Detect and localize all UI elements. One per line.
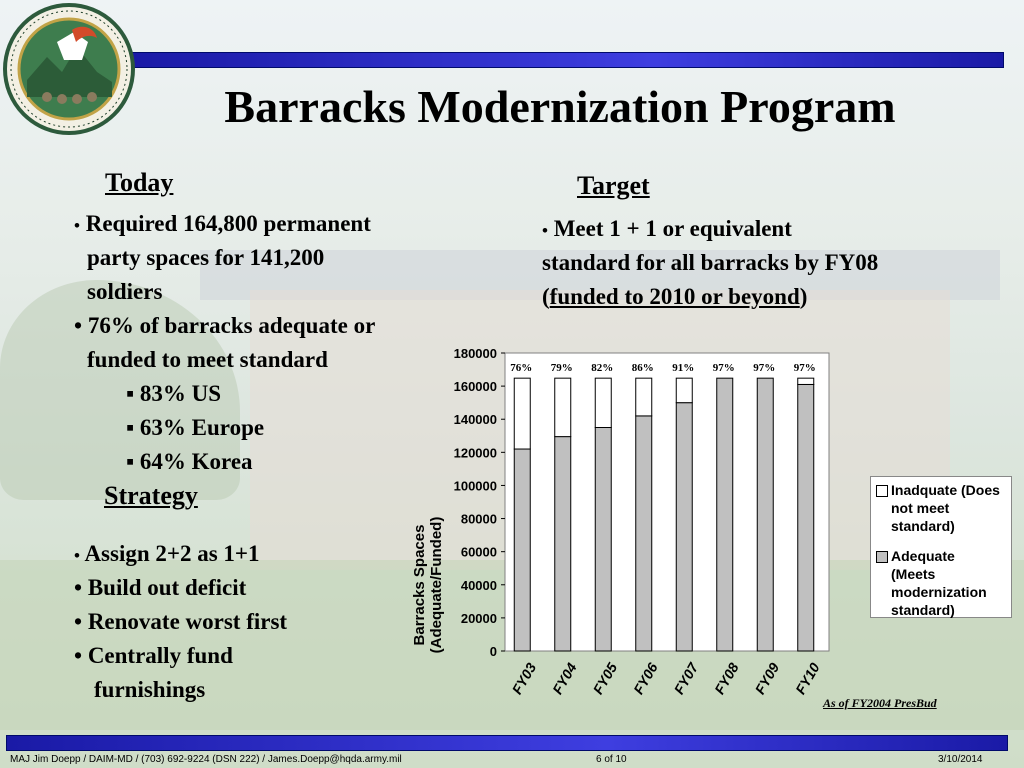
y-tick-label: 60000 bbox=[460, 544, 497, 560]
bottom-bar bbox=[6, 735, 1008, 751]
plot-frame bbox=[505, 353, 829, 651]
today-sub-bullet-korea: ▪ 64% Korea bbox=[126, 449, 253, 474]
barracks-chart bbox=[405, 340, 855, 725]
x-tick-label: FY06 bbox=[630, 660, 661, 697]
legend-label-adequate: Adequate (Meets modernization standard) bbox=[891, 548, 987, 618]
data-label: 79% bbox=[550, 362, 573, 374]
legend-item-inadequate bbox=[876, 481, 1009, 535]
legend-item-adequate bbox=[876, 547, 991, 619]
y-axis-title bbox=[411, 517, 445, 654]
footer-contact: MAJ Jim Doepp / DAIM-MD / (703) 692-9224 (DSN 222) / James.Doepp@hqda.army.mil bbox=[10, 754, 402, 765]
bar-adequate bbox=[636, 416, 652, 651]
barracks-chart-svg bbox=[405, 340, 855, 725]
footer-date: 3/10/2014 bbox=[938, 754, 983, 765]
bullet: • bbox=[542, 221, 548, 240]
x-tick-label: FY03 bbox=[508, 660, 540, 697]
bar-adequate bbox=[798, 384, 814, 651]
bar-inadequate bbox=[514, 378, 530, 449]
y-tick-label: 160000 bbox=[453, 379, 497, 395]
today-bullet-1-text: Required 164,800 permanent bbox=[85, 211, 371, 236]
strategy-item-2: • Build out deficit bbox=[74, 575, 247, 600]
square-bullet: ▪ bbox=[126, 415, 135, 440]
bar-adequate bbox=[595, 428, 611, 652]
today-sub-bullet-us: ▪ 83% US bbox=[126, 381, 222, 406]
y-tick-label: 120000 bbox=[453, 445, 497, 461]
bar-inadequate bbox=[636, 378, 652, 416]
y-tick-label: 180000 bbox=[453, 346, 497, 361]
bar-adequate bbox=[757, 378, 773, 651]
bullet: • bbox=[74, 643, 83, 668]
today-bullet-2-line-2: funded to meet standard bbox=[87, 347, 328, 372]
data-label: 86% bbox=[631, 362, 654, 374]
bar-inadequate bbox=[595, 378, 611, 427]
bar-inadequate bbox=[555, 378, 571, 436]
y-tick-label: 20000 bbox=[460, 610, 497, 626]
bullet: • bbox=[74, 575, 83, 600]
data-label: 97% bbox=[712, 362, 735, 374]
today-heading: Today bbox=[105, 168, 174, 197]
today-bullet-1-line-2: party spaces for 141,200 bbox=[87, 245, 325, 270]
x-tick-label: FY04 bbox=[549, 660, 580, 697]
y-tick-label: 140000 bbox=[453, 412, 497, 428]
square-bullet: ▪ bbox=[126, 381, 135, 406]
x-tick-label: FY05 bbox=[589, 660, 621, 697]
y-tick-label: 80000 bbox=[460, 511, 497, 527]
today-sub-bullet-europe: ▪ 63% Europe bbox=[126, 415, 265, 440]
today-bullet-2-text: 76% of barracks adequate or bbox=[87, 313, 376, 338]
unit-seal-logo bbox=[2, 2, 136, 136]
bullet: • bbox=[74, 313, 83, 338]
target-funded-underlined: funded to 2010 or beyond bbox=[549, 284, 800, 309]
slide-title: Barracks Modernization Program bbox=[224, 81, 896, 132]
bar-inadequate bbox=[676, 378, 692, 403]
today-bullet-1-line-3: soldiers bbox=[87, 279, 163, 304]
target-line-2: standard for all barracks by FY08 bbox=[542, 250, 879, 275]
legend-label-inadequate: Inadquate (Does not meet standard) bbox=[891, 482, 1000, 534]
bar-adequate bbox=[676, 403, 692, 651]
x-tick-label: FY09 bbox=[751, 660, 783, 697]
legend-swatch-adequate bbox=[876, 551, 888, 563]
target-heading: Target bbox=[577, 171, 650, 200]
y-axis-title-line-2: (Adequate/Funded) bbox=[428, 516, 445, 654]
y-tick-label: 100000 bbox=[453, 478, 497, 494]
footer-page-number: 6 of 10 bbox=[596, 754, 627, 765]
data-label: 97% bbox=[793, 362, 816, 374]
x-tick-label: FY10 bbox=[792, 660, 823, 697]
today-bullet-1-line-1 bbox=[74, 207, 371, 243]
source-note: As of FY2004 PresBud bbox=[823, 696, 937, 710]
target-line-1: • Meet 1 + 1 or equivalent bbox=[542, 216, 792, 241]
bar-adequate bbox=[717, 378, 733, 651]
data-label: 76% bbox=[510, 362, 533, 374]
top-bar bbox=[130, 52, 1004, 68]
data-label: 82% bbox=[591, 362, 614, 374]
legend-swatch-inadequate bbox=[876, 485, 888, 497]
bullet: • bbox=[74, 216, 80, 235]
y-tick-label: 0 bbox=[489, 644, 497, 659]
data-label: 97% bbox=[753, 362, 776, 374]
y-tick-label: 40000 bbox=[460, 577, 497, 593]
strategy-heading: Strategy bbox=[104, 481, 198, 510]
data-label: 91% bbox=[672, 362, 695, 374]
y-axis-title-line-1: Barracks Spaces bbox=[411, 524, 428, 646]
bullet: • bbox=[74, 609, 83, 634]
chart-legend bbox=[870, 476, 1012, 618]
bar-inadequate bbox=[798, 378, 814, 384]
today-bullet-2-line-1 bbox=[74, 309, 375, 343]
bar-adequate bbox=[555, 437, 571, 651]
strategy-item-4-cont: furnishings bbox=[94, 677, 206, 702]
x-tick-label: FY08 bbox=[711, 660, 742, 697]
strategy-item-3: • Renovate worst first bbox=[74, 609, 288, 634]
x-tick-label: FY07 bbox=[670, 660, 702, 697]
strategy-item-1: • Assign 2+2 as 1+1 bbox=[74, 541, 260, 566]
target-line-3: (funded to 2010 or beyond) bbox=[542, 284, 808, 309]
bullet: • bbox=[74, 546, 80, 565]
bar-adequate bbox=[514, 449, 530, 651]
strategy-item-4: • Centrally fund bbox=[74, 643, 233, 668]
plot-area bbox=[454, 346, 829, 697]
square-bullet: ▪ bbox=[126, 449, 135, 474]
